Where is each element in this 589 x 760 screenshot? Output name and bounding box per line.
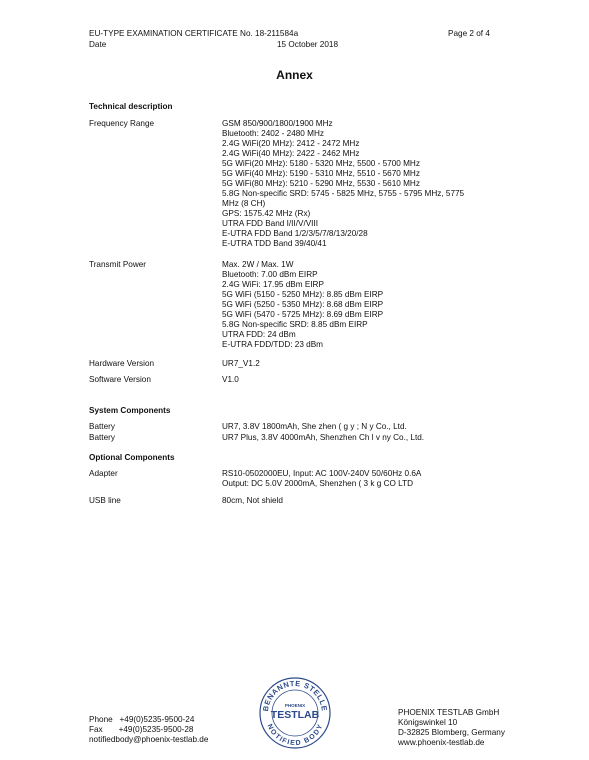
adapter-line: Output: DC 5.0V 2000mA, Shenzhen ( 3 k g CO LTD — [222, 479, 413, 488]
stamp-bottom-text: NOTIFIED BODY — [265, 723, 325, 748]
frequency-line: E-UTRA TDD Band 39/40/41 — [222, 239, 327, 248]
software-version-value: V1.0 — [222, 375, 239, 384]
power-line: 5G WiFi (5150 - 5250 MHz): 8.85 dBm EIRP — [222, 290, 384, 299]
footer-address — [398, 708, 505, 748]
page-number: Page 2 of 4 — [448, 29, 490, 38]
svg-text:NOTIFIED BODY — [266, 723, 325, 747]
hardware-version-value: UR7_V1.2 — [222, 359, 260, 368]
footer-fax: Fax +49(0)5235-9500-28 — [89, 725, 194, 734]
adapter-value — [222, 469, 512, 489]
adapter-label: Adapter — [89, 469, 118, 478]
stamp-seal-icon — [258, 676, 332, 750]
footer-email: notifiedbody@phoenix-testlab.de — [89, 735, 209, 744]
date-label: Date — [89, 40, 107, 49]
adapter-line: RS10-0502000EU, Input: AC 100V-240V 50/60Hz 0.6A — [222, 469, 422, 478]
power-line: Max. 2W / Max. 1W — [222, 260, 294, 269]
frequency-line: MHz (8 CH) — [222, 199, 266, 208]
frequency-line: UTRA FDD Band I/II/V/VIII — [222, 219, 319, 228]
frequency-line: 5.8G Non-specific SRD: 5745 - 5825 MHz, 5755 - 5795 MHz, 5775 — [222, 189, 465, 198]
date-value: 15 October 2018 — [277, 40, 338, 49]
power-line: E-UTRA FDD/TDD: 23 dBm — [222, 340, 323, 349]
certificate-title: EU-TYPE EXAMINATION CERTIFICATE No. 18-211584a — [89, 29, 299, 38]
footer-company: PHOENIX TESTLAB GmbH — [398, 708, 500, 717]
usb-line-label: USB line — [89, 496, 121, 505]
frequency-line: 5G WiFi(80 MHz): 5210 - 5290 MHz, 5530 - 5610 MHz — [222, 179, 420, 188]
power-line: Bluetooth: 7.00 dBm EIRP — [222, 270, 318, 279]
usb-line-value: 80cm, Not shield — [222, 496, 283, 505]
frequency-line: E-UTRA FDD Band 1/2/3/5/7/8/13/20/28 — [222, 229, 368, 238]
notified-body-stamp — [258, 676, 332, 753]
optional-components-heading: Optional Components — [89, 453, 175, 462]
power-line: UTRA FDD: 24 dBm — [222, 330, 296, 339]
power-line: 2.4G WiFi: 17.95 dBm EIRP — [222, 280, 324, 289]
power-line: 5G WiFi (5470 - 5725 MHz): 8.69 dBm EIRP — [222, 310, 384, 319]
frequency-line: 5G WiFi(40 MHz): 5190 - 5310 MHz, 5510 - 5670 MHz — [222, 169, 420, 178]
footer-phone: Phone +49(0)5235-9500-24 — [89, 715, 195, 724]
annex-heading: Annex — [276, 68, 313, 82]
battery-label: Battery — [89, 433, 115, 442]
hardware-version-label: Hardware Version — [89, 359, 155, 368]
frequency-line: 5G WiFi(20 MHz): 5180 - 5320 MHz, 5500 - 5700 MHz — [222, 159, 420, 168]
footer-city: D-32825 Blomberg, Germany — [398, 728, 505, 737]
frequency-range-value — [222, 119, 512, 249]
frequency-line: GPS: 1575.42 MHz (Rx) — [222, 209, 311, 218]
battery-value: UR7, 3.8V 1800mAh, She zhen ( g y ; N y Co., Ltd. — [222, 422, 407, 431]
power-line: 5.8G Non-specific SRD: 8.85 dBm EIRP — [222, 320, 368, 329]
footer-street: Königswinkel 10 — [398, 718, 458, 727]
frequency-range-label: Frequency Range — [89, 119, 155, 128]
frequency-line: 2.4G WiFi(20 MHz): 2412 - 2472 MHz — [222, 139, 360, 148]
transmit-power-value — [222, 260, 512, 350]
transmit-power-label: Transmit Power — [89, 260, 147, 269]
technical-description-heading: Technical description — [89, 102, 173, 111]
system-components-heading: System Components — [89, 406, 171, 415]
footer-website: www.phoenix-testlab.de — [398, 738, 485, 747]
footer-contact — [89, 715, 208, 745]
frequency-line: GSM 850/900/1800/1900 MHz — [222, 119, 333, 128]
battery-value: UR7 Plus, 3.8V 4000mAh, Shenzhen Ch l v ny Co., Ltd. — [222, 433, 425, 442]
power-line: 5G WiFi (5250 - 5350 MHz): 8.68 dBm EIRP — [222, 300, 384, 309]
stamp-center-text: TESTLAB — [270, 709, 320, 721]
software-version-label: Software Version — [89, 375, 151, 384]
frequency-line: 2.4G WiFi(40 MHz): 2422 - 2462 MHz — [222, 149, 360, 158]
stamp-small-text: PHOENIX — [284, 703, 306, 708]
frequency-line: Bluetooth: 2402 - 2480 MHz — [222, 129, 324, 138]
battery-label: Battery — [89, 422, 115, 431]
stamp-top-text: BENANNTE STELLE — [260, 678, 330, 712]
